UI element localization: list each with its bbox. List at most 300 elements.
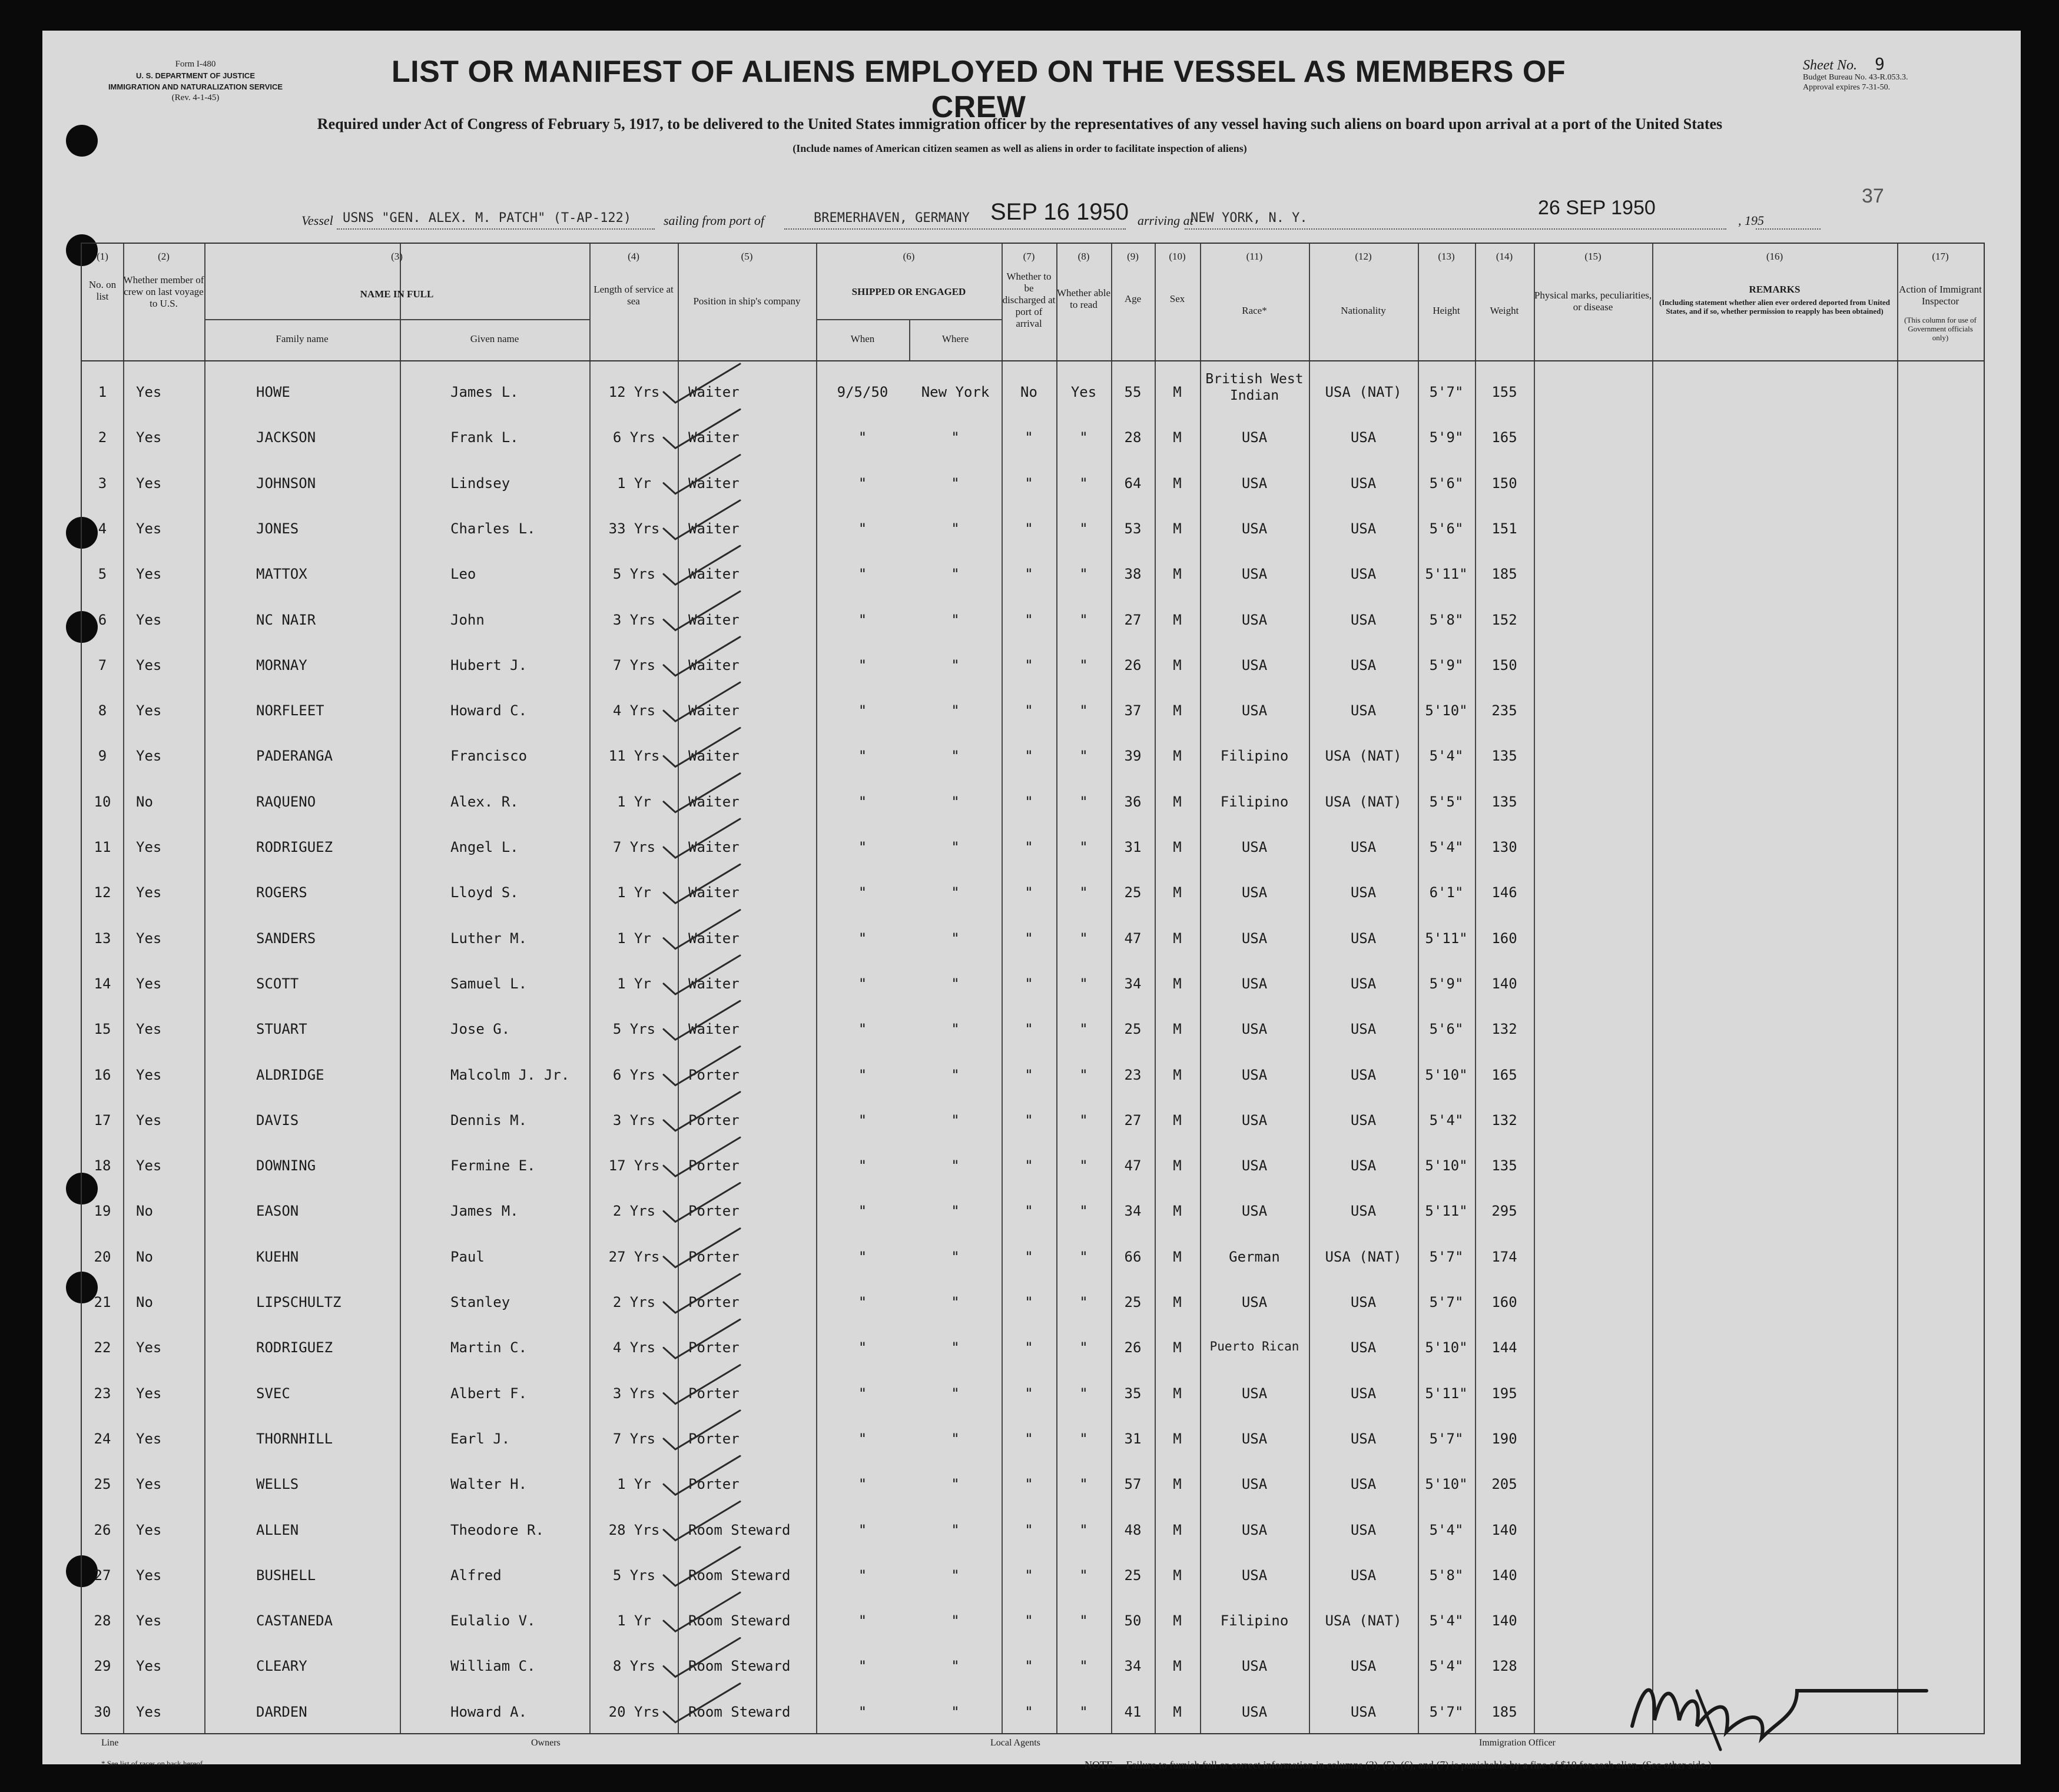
height: 5'10" — [1425, 1066, 1468, 1083]
given-name: Eulalio V. — [450, 1612, 536, 1630]
nationality: USA — [1350, 656, 1377, 673]
height: 5'8" — [1429, 1567, 1464, 1584]
prev-voyage: Yes — [136, 975, 162, 992]
approval-expires: Approval expires 7-31-50. — [1803, 83, 1891, 92]
race: USA — [1241, 884, 1268, 901]
height: 5'7" — [1429, 1430, 1464, 1447]
service-length: 1 Yr — [617, 474, 651, 492]
shipped-when: " — [858, 1111, 867, 1129]
row-number: 17 — [94, 1111, 111, 1129]
age: 25 — [1124, 1567, 1142, 1584]
sex: M — [1173, 656, 1182, 673]
family-name: CLEARY — [256, 1658, 307, 1675]
service-length: 20 Yrs — [608, 1703, 660, 1720]
height: 5'11" — [1425, 566, 1468, 583]
col-head-weight: Weight — [1490, 305, 1519, 316]
shipped-where: " — [951, 1567, 960, 1584]
position: Waiter — [688, 611, 740, 628]
height: 5'4" — [1429, 1521, 1464, 1538]
check-mark — [664, 1365, 740, 1404]
col-num-13: (13) — [1438, 251, 1455, 262]
col-head-shipped: SHIPPED OR ENGAGED — [851, 286, 966, 297]
height: 5'8" — [1429, 611, 1464, 628]
sex: M — [1173, 1476, 1182, 1493]
check-mark — [664, 1592, 740, 1631]
shipped-where: " — [951, 611, 960, 628]
family-name: MATTOX — [256, 566, 307, 583]
given-name: Angel L. — [450, 839, 519, 855]
shipped-where: " — [951, 474, 960, 492]
shipped-where: " — [951, 566, 960, 583]
service-length: 2 Yrs — [612, 1203, 656, 1220]
row-number: 8 — [98, 702, 107, 719]
nationality: USA — [1350, 474, 1377, 492]
shipped-when: " — [858, 429, 867, 446]
row-number: 6 — [98, 611, 107, 628]
height: 5'4" — [1429, 839, 1464, 855]
height: 5'10" — [1425, 1157, 1468, 1174]
service-length: 1 Yr — [617, 975, 651, 992]
family-name: JACKSON — [256, 429, 316, 446]
race: USA — [1241, 1294, 1268, 1310]
given-name: James L. — [450, 384, 519, 400]
weight: 235 — [1491, 702, 1517, 719]
sex: M — [1173, 1658, 1182, 1675]
col-head-action: Action of Immigrant Inspector — [1899, 284, 1982, 307]
check-mark — [664, 864, 740, 903]
position: Porter — [688, 1385, 740, 1402]
family-name: SVEC — [256, 1385, 290, 1402]
family-name: RAQUENO — [256, 793, 316, 810]
discharged: " — [1024, 656, 1033, 673]
age: 25 — [1124, 1294, 1142, 1310]
sex: M — [1173, 1157, 1182, 1174]
shipped-where: " — [951, 1703, 960, 1720]
race: USA — [1241, 1703, 1268, 1720]
position: Waiter — [688, 474, 740, 492]
discharged: " — [1024, 1203, 1033, 1220]
footer-agents-label: Local Agents — [990, 1738, 1040, 1748]
family-name: SCOTT — [256, 975, 299, 992]
vessel-name: USNS "GEN. ALEX. M. PATCH" (T-AP-122) — [343, 211, 632, 225]
shipped-where: " — [951, 793, 960, 810]
check-mark — [664, 1229, 740, 1267]
age: 41 — [1124, 1703, 1142, 1720]
family-name: DARDEN — [256, 1703, 307, 1720]
height: 5'7" — [1429, 384, 1464, 400]
age: 57 — [1124, 1476, 1142, 1493]
sex: M — [1173, 1703, 1182, 1720]
sex: M — [1173, 1294, 1182, 1310]
height: 5'9" — [1429, 975, 1464, 992]
height: 6'1" — [1429, 884, 1464, 901]
age: 25 — [1124, 884, 1142, 901]
prev-voyage: Yes — [136, 884, 162, 901]
sex: M — [1173, 566, 1182, 583]
race: USA — [1241, 839, 1268, 855]
weight: 140 — [1491, 1521, 1517, 1538]
shipped-when: " — [858, 1248, 867, 1265]
col-num-2: (2) — [158, 251, 170, 262]
row-number: 30 — [94, 1703, 111, 1720]
department: U. S. DEPARTMENT OF JUSTICE — [136, 71, 255, 80]
nationality: USA — [1350, 520, 1377, 537]
col-num-4: (4) — [628, 251, 639, 262]
shipped-when: " — [858, 1521, 867, 1538]
discharged: " — [1024, 1294, 1033, 1310]
row-number: 28 — [94, 1612, 111, 1630]
weight: 165 — [1491, 1066, 1517, 1083]
height: 5'4" — [1429, 1658, 1464, 1675]
able-to-read: " — [1079, 1157, 1088, 1174]
shipped-where: " — [951, 748, 960, 765]
footer-officer-label: Immigration Officer — [1479, 1738, 1556, 1748]
race: USA — [1241, 702, 1268, 719]
shipped-where: " — [951, 1021, 960, 1038]
nationality: USA — [1350, 1203, 1377, 1220]
race: USA — [1241, 1385, 1268, 1402]
prev-voyage: Yes — [136, 1430, 162, 1447]
age: 34 — [1124, 1203, 1142, 1220]
given-name: Samuel L. — [450, 975, 528, 992]
race: USA — [1241, 520, 1268, 537]
given-name: Alex. R. — [450, 793, 519, 810]
given-name: James M. — [450, 1203, 519, 1220]
age: 47 — [1124, 1157, 1142, 1174]
sex: M — [1173, 1021, 1182, 1038]
age: 39 — [1124, 748, 1142, 765]
position: Porter — [688, 1339, 740, 1356]
prev-voyage: Yes — [136, 1612, 162, 1630]
col-num-5: (5) — [741, 251, 753, 262]
nationality: USA — [1350, 1339, 1377, 1356]
family-name: LIPSCHULTZ — [256, 1294, 341, 1310]
col-head-given: Given name — [470, 333, 519, 344]
height: 5'11" — [1425, 1385, 1468, 1402]
weight: 165 — [1491, 429, 1517, 446]
col-head-name: NAME IN FULL — [360, 288, 434, 300]
family-name: THORNHILL — [256, 1430, 333, 1447]
given-name: Albert F. — [450, 1385, 528, 1402]
family-name: PADERANGA — [256, 748, 333, 765]
prev-voyage: Yes — [136, 474, 162, 492]
col-head-sex: Sex — [1169, 293, 1185, 304]
discharged: " — [1024, 1157, 1033, 1174]
service-length: 28 Yrs — [608, 1521, 660, 1538]
weight: 132 — [1491, 1111, 1517, 1129]
service-length: 2 Yrs — [612, 1294, 656, 1310]
position: Porter — [688, 1248, 740, 1265]
height: 5'6" — [1429, 520, 1464, 537]
weight: 195 — [1491, 1385, 1517, 1402]
age: 38 — [1124, 566, 1142, 583]
age: 34 — [1124, 1658, 1142, 1675]
col-head-family: Family name — [276, 333, 329, 344]
col-num-11: (11) — [1246, 251, 1263, 262]
col-head-length: Length of service at sea — [594, 284, 674, 307]
race: USA — [1241, 1111, 1268, 1129]
age: 27 — [1124, 611, 1142, 628]
able-to-read: " — [1079, 611, 1088, 628]
col-num-15: (15) — [1584, 251, 1602, 262]
page-stamp-number: 37 — [1862, 185, 1884, 207]
given-name: Charles L. — [450, 520, 536, 537]
nationality: USA — [1350, 1157, 1377, 1174]
given-name: Walter H. — [450, 1476, 528, 1493]
age: 25 — [1124, 1021, 1142, 1038]
position: Waiter — [688, 1021, 740, 1038]
sex: M — [1173, 748, 1182, 765]
position: Porter — [688, 1476, 740, 1493]
shipped-where: " — [951, 1430, 960, 1447]
given-name: Paul — [450, 1248, 485, 1265]
prev-voyage: Yes — [136, 1111, 162, 1129]
height: 5'4" — [1429, 1612, 1464, 1630]
weight: 144 — [1491, 1339, 1517, 1356]
family-name: WELLS — [256, 1476, 299, 1493]
row-number: 20 — [94, 1248, 111, 1265]
budget-bureau: Budget Bureau No. 43-R.053.3. — [1803, 73, 1908, 82]
discharged: " — [1024, 1430, 1033, 1447]
weight: 146 — [1491, 884, 1517, 901]
service-length: 11 Yrs — [608, 748, 660, 765]
check-mark — [664, 500, 740, 539]
age: 26 — [1124, 1339, 1142, 1356]
given-name: Malcolm J. Jr. — [450, 1066, 570, 1083]
shipped-when: " — [858, 1612, 867, 1630]
height: 5'7" — [1429, 1248, 1464, 1265]
sex: M — [1173, 474, 1182, 492]
discharged: " — [1024, 1476, 1033, 1493]
given-name: Lloyd S. — [450, 884, 519, 901]
able-to-read: " — [1079, 702, 1088, 719]
shipped-when: " — [858, 975, 867, 992]
check-mark — [664, 1183, 740, 1222]
shipped-when: " — [858, 930, 867, 947]
discharged: " — [1024, 1339, 1033, 1356]
nationality: USA — [1350, 1658, 1377, 1675]
sheet-label: Sheet No. — [1803, 58, 1857, 73]
position: Waiter — [688, 839, 740, 855]
check-mark — [664, 1137, 740, 1176]
position: Waiter — [688, 975, 740, 992]
race: Filipino — [1220, 1612, 1289, 1630]
age: 36 — [1124, 793, 1142, 810]
age: 35 — [1124, 1385, 1142, 1402]
given-name: Leo — [450, 566, 476, 583]
col-num-7: (7) — [1023, 251, 1035, 262]
prev-voyage: Yes — [136, 1658, 162, 1675]
height: 5'11" — [1425, 930, 1468, 947]
given-name: Theodore R. — [450, 1521, 544, 1538]
family-name: JONES — [256, 520, 299, 537]
check-mark — [664, 637, 740, 676]
col-num-17: (17) — [1932, 251, 1949, 262]
discharged: No — [1020, 384, 1037, 400]
row-number: 21 — [94, 1294, 111, 1310]
discharged: " — [1024, 474, 1033, 492]
weight: 152 — [1491, 611, 1517, 628]
check-mark — [664, 409, 740, 448]
age: 27 — [1124, 1111, 1142, 1129]
weight: 128 — [1491, 1658, 1517, 1675]
shipped-when: " — [858, 1066, 867, 1083]
discharged: " — [1024, 975, 1033, 992]
weight: 130 — [1491, 839, 1517, 855]
shipped-where: " — [951, 1203, 960, 1220]
weight: 205 — [1491, 1476, 1517, 1493]
race: German — [1229, 1248, 1280, 1265]
position: Waiter — [688, 656, 740, 673]
manifest-page — [42, 31, 2021, 1771]
able-to-read: " — [1079, 1521, 1088, 1538]
race: USA — [1241, 1658, 1268, 1675]
race: USA — [1241, 1430, 1268, 1447]
check-mark — [664, 1411, 740, 1449]
able-to-read: " — [1079, 1066, 1088, 1083]
check-mark — [664, 1047, 740, 1086]
able-to-read: " — [1079, 1612, 1088, 1630]
position: Room Steward — [688, 1567, 791, 1584]
row-number: 7 — [98, 656, 107, 673]
shipped-when: " — [858, 656, 867, 673]
position: Waiter — [688, 429, 740, 446]
discharged: " — [1024, 1385, 1033, 1402]
given-name: Fermine E. — [450, 1157, 536, 1174]
shipped-when: " — [858, 1157, 867, 1174]
race: Puerto Rican — [1209, 1339, 1299, 1354]
discharged: " — [1024, 1612, 1033, 1630]
service-length: 3 Yrs — [612, 611, 656, 628]
discharged: " — [1024, 793, 1033, 810]
shipped-when: 9/5/50 — [837, 384, 888, 400]
discharged: " — [1024, 1567, 1033, 1584]
col-num-16: (16) — [1766, 251, 1783, 262]
footnote: * See list of races on back hereof. — [101, 1759, 205, 1768]
family-name: EASON — [256, 1203, 299, 1220]
col-num-9: (9) — [1127, 251, 1139, 262]
vessel-label: Vessel — [301, 213, 333, 228]
able-to-read: " — [1079, 748, 1088, 765]
position: Room Steward — [688, 1612, 791, 1630]
discharged: " — [1024, 1248, 1033, 1265]
check-mark — [664, 1456, 740, 1495]
row-number: 19 — [94, 1203, 111, 1220]
nationality: USA — [1350, 975, 1377, 992]
race: USA — [1241, 1066, 1268, 1083]
age: 28 — [1124, 429, 1142, 446]
shipped-when: " — [858, 611, 867, 628]
row-number: 3 — [98, 474, 107, 492]
height: 5'10" — [1425, 702, 1468, 719]
prev-voyage: Yes — [136, 1021, 162, 1038]
weight: 185 — [1491, 566, 1517, 583]
discharged: " — [1024, 702, 1033, 719]
race: USA — [1241, 1521, 1268, 1538]
weight: 155 — [1491, 384, 1517, 400]
race: Filipino — [1220, 748, 1289, 765]
shipped-where: " — [951, 839, 960, 855]
able-to-read: " — [1079, 1703, 1088, 1720]
prev-voyage: Yes — [136, 611, 162, 628]
prev-voyage: No — [136, 793, 153, 810]
given-name: Francisco — [450, 748, 528, 765]
service-length: 27 Yrs — [608, 1248, 660, 1265]
check-mark — [664, 774, 740, 812]
prev-voyage: Yes — [136, 1066, 162, 1083]
race: Filipino — [1220, 793, 1289, 810]
col-head-action-note: (This column for use of Government officials only) — [1904, 316, 1977, 342]
check-mark — [664, 728, 740, 766]
service-length: 7 Yrs — [612, 839, 656, 855]
position: Porter — [688, 1111, 740, 1129]
position: Waiter — [688, 384, 740, 400]
given-name: Stanley — [450, 1294, 510, 1310]
sex: M — [1173, 930, 1182, 947]
service-length: 1 Yr — [617, 884, 651, 901]
race: USA — [1241, 975, 1268, 992]
family-name: CASTANEDA — [256, 1612, 333, 1630]
shipped-where: " — [951, 1476, 960, 1493]
prev-voyage: Yes — [136, 656, 162, 673]
able-to-read: " — [1079, 1385, 1088, 1402]
race: USA — [1241, 1476, 1268, 1493]
age: 66 — [1124, 1248, 1142, 1265]
col-num-12: (12) — [1355, 251, 1372, 262]
shipped-where: " — [951, 1066, 960, 1083]
service-length: 3 Yrs — [612, 1111, 656, 1129]
race: USA — [1241, 611, 1268, 628]
requirement-text: Required under Act of Congress of February 5, 1917, to be delivered to the United States immigration officer by the representatives of any vessel having such aliens on board upon arrival at a port of the United States — [317, 115, 1723, 132]
weight: 150 — [1491, 656, 1517, 673]
race: USA — [1241, 656, 1268, 673]
given-name: Jose G. — [450, 1021, 510, 1038]
able-to-read: " — [1079, 1203, 1088, 1220]
given-name: Howard A. — [450, 1703, 528, 1720]
discharged: " — [1024, 566, 1033, 583]
sex: M — [1173, 429, 1182, 446]
able-to-read: " — [1079, 975, 1088, 992]
check-mark — [664, 455, 740, 494]
discharged: " — [1024, 1021, 1033, 1038]
shipped-when: " — [858, 1567, 867, 1584]
family-name: ALDRIDGE — [256, 1066, 324, 1083]
check-mark — [664, 1001, 740, 1040]
revision: (Rev. 4-1-45) — [171, 93, 220, 102]
height: 5'5" — [1429, 793, 1464, 810]
able-to-read: " — [1079, 1021, 1088, 1038]
departure-date-stamp: SEP 16 1950 — [990, 199, 1129, 225]
check-mark — [664, 910, 740, 949]
race: USA — [1241, 1203, 1268, 1220]
family-name: DOWNING — [256, 1157, 316, 1174]
weight: 185 — [1491, 1703, 1517, 1720]
sex: M — [1173, 1521, 1182, 1538]
service-length: 1 Yr — [617, 793, 651, 810]
position: Porter — [688, 1203, 740, 1220]
check-mark — [664, 955, 740, 994]
weight: 135 — [1491, 1157, 1517, 1174]
service-length: 33 Yrs — [608, 520, 660, 537]
height: 5'10" — [1425, 1476, 1468, 1493]
able-to-read: " — [1079, 884, 1088, 901]
check-mark — [664, 1092, 740, 1131]
row-number: 11 — [94, 839, 111, 855]
age: 47 — [1124, 930, 1142, 947]
prev-voyage: Yes — [136, 566, 162, 583]
nationality: USA (NAT) — [1325, 384, 1402, 400]
shipped-where: " — [951, 930, 960, 947]
